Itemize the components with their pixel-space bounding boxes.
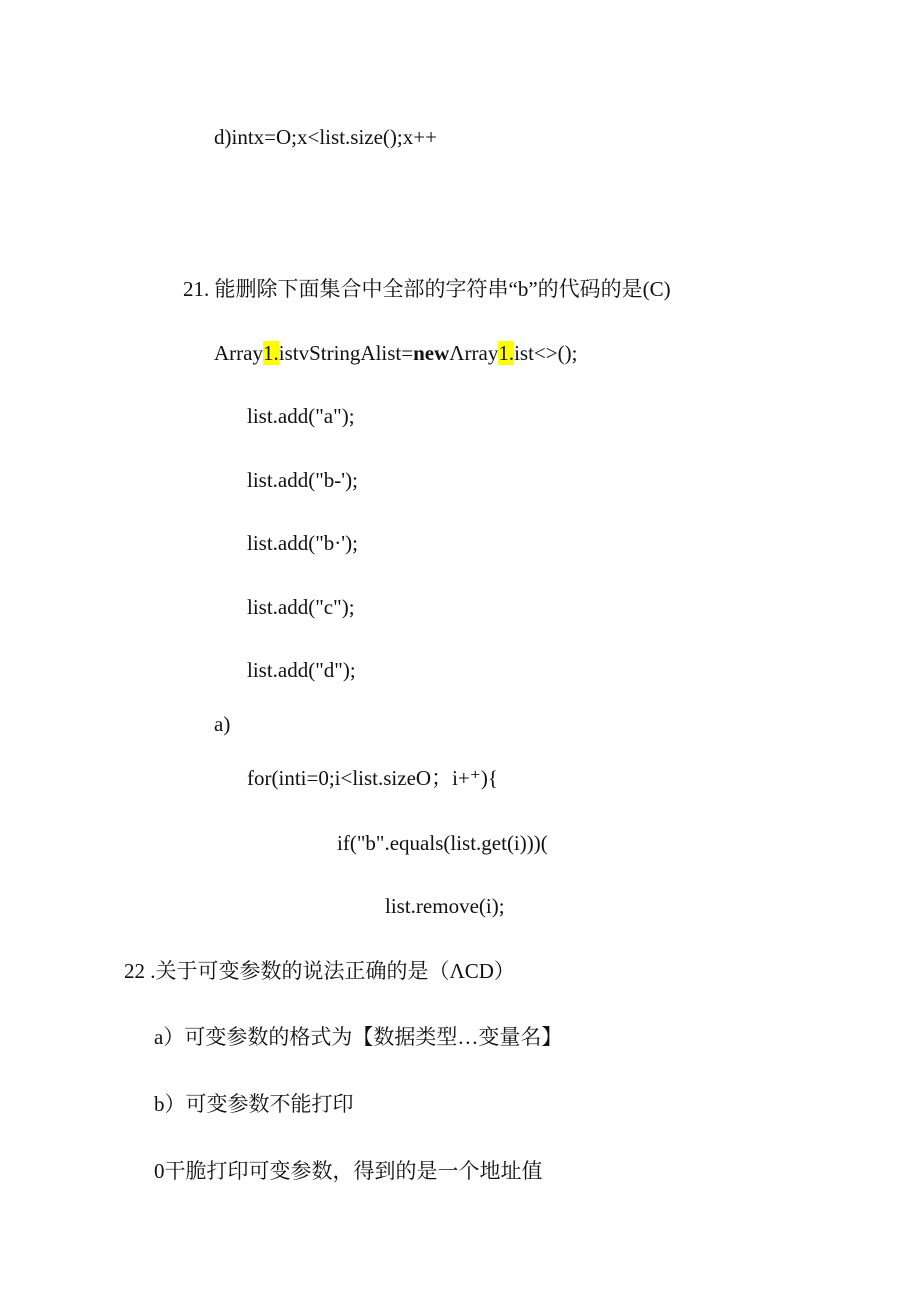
decl-part4: ist<>(); [514, 341, 578, 365]
code-line: list.add("d"); [247, 658, 356, 682]
option-a-label: a) [214, 712, 231, 736]
question-21-title: 21. 能删除下面集合中全部的字符串“b”的代码的是(C) [183, 277, 671, 301]
q22-option: a）可变参数的格式为【数据类型…变量名】 [154, 1025, 563, 1049]
decl-new-keyword: new [413, 341, 450, 365]
q22-option: 0干脆打印可变参数，得到的是一个地址值 [154, 1159, 543, 1183]
code-line: list.add("b·'); [247, 531, 358, 555]
prev-option-d: d)intx=O;x<list.size();x++ [214, 125, 437, 149]
decl-part3: Λrray [449, 341, 499, 365]
code-line: list.add("a"); [247, 404, 355, 428]
q21-declaration [214, 340, 577, 366]
decl-highlight-2: 1. [498, 341, 515, 365]
decl-part1: Array [214, 341, 263, 365]
question-22-title: 22 .关于可变参数的说法正确的是（ΛCD） [124, 959, 515, 983]
code-line: list.add("c"); [247, 595, 355, 619]
option-a-if-statement: if("b".equals(list.get(i)))( [337, 831, 548, 855]
decl-part2: istvStringAlist= [278, 341, 414, 365]
q22-option: b）可变参数不能打印 [154, 1092, 354, 1116]
decl-highlight-1: 1. [262, 341, 279, 365]
option-a-remove-call: list.remove(i); [385, 894, 505, 918]
code-line: list.add("b-'); [247, 468, 358, 492]
option-a-for-loop: for(inti=0;i<list.sizeO；i+⁺){ [247, 766, 498, 790]
